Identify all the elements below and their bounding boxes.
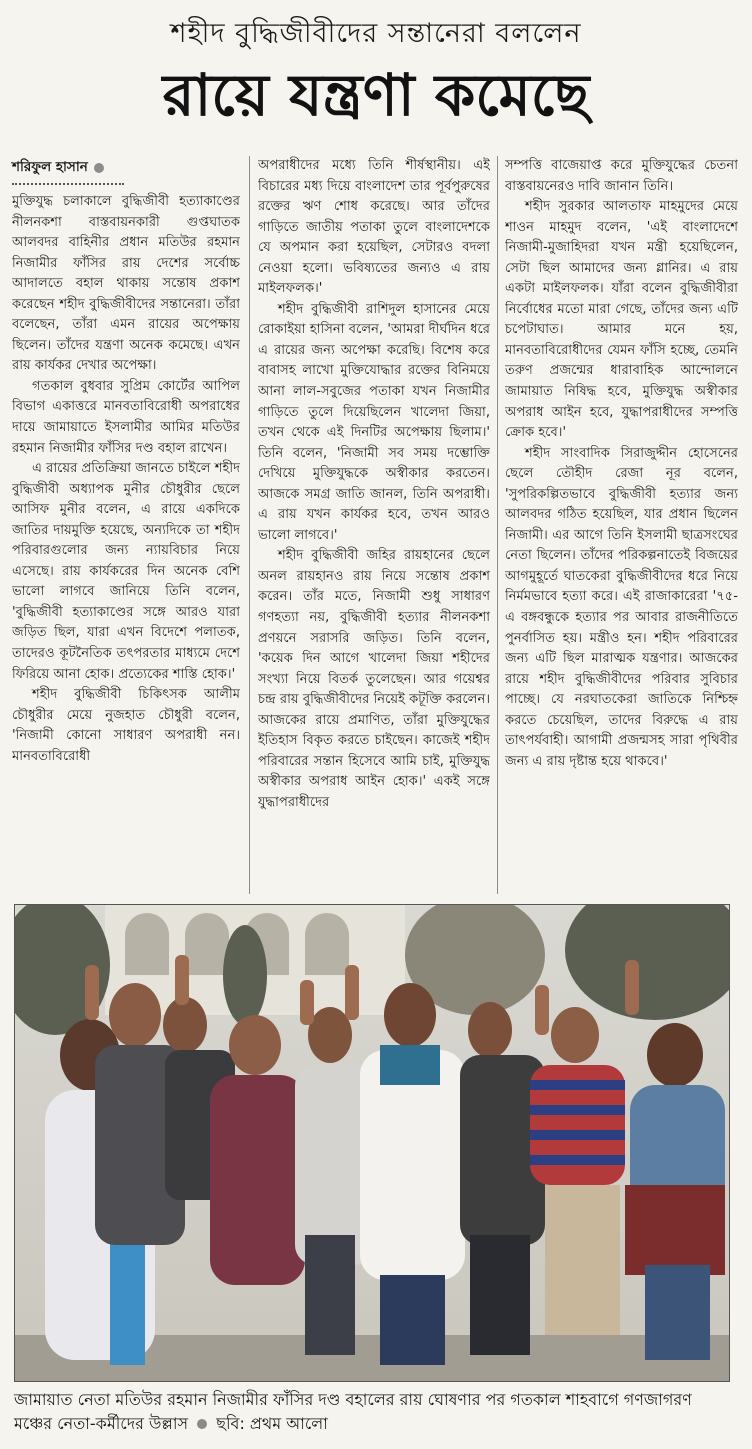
news-photo [14,904,730,1382]
paragraph: শহীদ বুদ্ধিজীবী রাশিদুল হাসানের মেয়ে রোকাইয়া হাসিনা বলেন, 'আমরা দীর্ঘদিন ধরে এ রায়ের জন্য অপেক্ষা করেছি। বিশেষ করে বাবাসহ লাখো মুক্তিযোদ্ধার রক্তের বিনিময়ে আনা লাল-সবুজের পতাকা যখন নিজামীর গাড়িতে তুলে দিয়েছিলেন খালেদা জিয়া, তখন থেকে এই দিনটির অপেক্ষায় ছিলাম।' তিনি বলেন, 'নিজামী সব সময় দম্ভোক্তি দেখিয়ে মুক্তিযুদ্ধকে অস্বীকার করতেন। আজকে সমগ্র জাতি জানল, তিনি অপরাধী। এ রায় যখন কার্যকর হবে, তখন আরও ভালো লাগবে।' [258,301,490,543]
paragraph: এ রায়ের প্রতিক্রিয়া জানতে চাইলে শহীদ বুদ্ধিজীবী অধ্যাপক মুনীর চৌধুরীর ছেলে আসিফ মুনীর বলেন, এ রায়ে একদিকে জাতির দায়মুক্তি হয়েছে, অন্যদিকে তা শহীদ পরিবারগুলোর জন্য ন্যায়বিচার নিয়ে এসেছে। রায় কার্যকরের দিন অনেক বেশি ভালো লাগবে জানিয়ে তিনি বলেন, 'বুদ্ধিজীবী হত্যাকাণ্ডের সঙ্গে আরও যারা জড়িত ছিল, যারা এখন বিদেশে পলাতক, তাদেরও কূটনৈতিক তৎপরতার মাধ্যমে দেশে ফিরিয়ে আনা হোক। প্রত্যেকের শাস্তি হোক।' [12,461,240,682]
paragraph: অপরাধীদের মধ্যে তিনি শীর্ষস্থানীয়। এই বিচারের মধ্য দিয়ে বাংলাদেশ তার পূর্বপুরুষের রক্তের ঋণ শোধ করেছে। আর তাঁদের গাড়িতে জাতীয় পতাকা তুলে বাংলাদেশকে যে অপমান করা হয়েছিল, সেটারও বদলা নেওয়া হলো। ভবিষ্যতের জন্যও এ রায় মাইলফলক।' [258,158,490,297]
paragraph: শহীদ বুদ্ধিজীবী জহির রায়হানের ছেলে অনল রায়হানও রায় নিয়ে সন্তোষ প্রকাশ করেন। তাঁর মতে, নিজামী শুধু সাধারণ গণহত্যা নয়, বুদ্ধিজীবী হত্যার নীলনকশা প্রণয়নে সরাসরি জড়িত। তিনি বলেন, 'কয়েক দিন আগে খালেদা জিয়া শহীদের সংখ্যা নিয়ে বিতর্ক তুলেছেন। আর গয়েশ্বর চন্দ্র রায় বুদ্ধিজীবীদের নিয়েই কটূক্তি করলেন। আজকের রায়ে প্রমাণিত, তাঁরা মুক্তিযুদ্ধের ইতিহাস বিকৃত করতে চাইছেন। কাজেই শহীদ পরিবারের সন্তান হিসেবে আমি চাই, মুক্তিযুদ্ধ অস্বীকার অপরাধ আইন হোক।' একই সঙ্গে যুদ্ধাপরাধীদের [258,548,490,810]
article-column-3 [505,156,738,892]
paragraph: গতকাল বুধবার সুপ্রিম কোর্টের আপিল বিভাগ একাত্তরে মানবতাবিরোধী অপরাধের দায়ে জামায়াতে ইসলামীর আমির মতিউর রহমান নিজামীর ফাঁসির দণ্ড বহাল রাখেন। [12,378,240,456]
paragraph: শহীদ সুরকার আলতাফ মাহমুদের মেয়ে শাওন মাহমুদ বলেন, 'এই বাংলাদেশে নিজামী-মুজাহিদরা যখন মন্ত্রী হয়েছিলেন, সেটা ছিল আমাদের জন্য গ্লানির। এ রায় একটা মাইলফলক। যাঁরা বলেন বুদ্ধিজীবীরা নির্বোধের মতো মারা গেছে, তাঁদের জন্য এটি চপেটাঘাত। আমার মনে হয়, মানবতাবিরোধীদের যেমন ফাঁসি হচ্ছে, তেমনি তরুণ প্রজন্মের ধারাবাহিক আন্দোলনে জামায়াত নিষিদ্ধ হবে, মুক্তিযুদ্ধ অস্বীকার অপরাধ আইন হবে, যুদ্ধাপরাধীদের সম্পত্তি ক্রোক হবে।' [505,199,738,441]
article-column-2 [258,156,490,892]
caption-bullet-icon [197,1419,207,1429]
byline-bullet-icon [94,163,104,173]
paragraph: মুক্তিযুদ্ধ চলাকালে বুদ্ধিজীবী হত্যাকাণ্ডের নীলনকশা বাস্তবায়নকারী গুপ্তঘাতক আলবদর বাহিনীর প্রধান মতিউর রহমান নিজামীর ফাঁসির রায় দেশের সর্বোচ্চ আদালতে বহাল থাকায় সন্তোষ প্রকাশ করেছেন শহীদ বুদ্ধিজীবীদের সন্তানেরা। তাঁরা বলেছেন, তাঁরা এমন রায়ের অপেক্ষায় ছিলেন। তাঁদের যন্ত্রণা অনেক কমেছে। এখন রায় কার্যকর দেখার অপেক্ষা। [12,194,240,374]
byline [12,156,104,179]
article-headline: রায়ে যন্ত্রণা কমেছে [162,61,590,129]
paragraph: শহীদ বুদ্ধিজীবী চিকিৎসক আলীম চৌধুরীর মেয়ে নুজহাত চৌধুরী বলেন, 'নিজামী কোনো সাধারণ অপরাধী নন। মানবতাবিরোধী [12,687,240,764]
caption-credit: ছবি: প্রথম আলো [216,1414,328,1433]
column-divider [497,156,498,894]
paragraph: শহীদ সাংবাদিক সিরাজুদ্দীন হোসেনের ছেলে তৌহীদ রেজা নূর বলেন, 'সুপরিকল্পিতভাবে বুদ্ধিজীবী হত্যার জন্য আলবদর গঠিত হয়েছিল, যার প্রধান ছিলেন নিজামী। এর আগে তিনি ইসলামী ছাত্রসংঘের নেতা ছিলেন। তাঁদের পরিকল্পনাতেই বিজয়ের আগমুহূর্তে ঘাতকেরা বুদ্ধিজীবীদের ধরে নিয়ে নির্মমভাবে হত্যা করে। এই রাজাকারেরা '৭৫-এ বঙ্গবন্ধুকে হত্যার পর আবার রাজনীতিতে পুনর্বাসিত হয়। মন্ত্রীও হন। শহীদ পরিবারের জন্য এটি ছিল মারাত্মক যন্ত্রণার। আজকের রায়ে শহীদ বুদ্ধিজীবীদের পরিবার সুবিচার পাচ্ছে। যে নরঘাতকেরা জাতিকে নিশ্চিহ্ন করতে চেয়েছিল, তাদের বিরুদ্ধে এ রায় তাৎপর্যবাহী। আগামী প্রজন্মসহ সারা পৃথিবীর জন্য এ রায় দৃষ্টান্ত হয়ে থাকবে।' [505,445,738,769]
column-divider [249,156,250,894]
byline-author: শরিফুল হাসান [12,159,88,175]
crowd-photo-illustration [15,905,730,1382]
article-column-1 [12,192,240,892]
byline-divider [12,183,124,185]
caption-text: জামায়াত নেতা মতিউর রহমান নিজামীর ফাঁসির দণ্ড বহালের রায় ঘোষণার পর গতকাল শাহবাগে গণজাগরণ মঞ্চের নেতা-কর্মীদের উল্লাস [14,1390,692,1433]
article-kicker: শহীদ বুদ্ধিজীবীদের সন্তানেরা বললেন [170,18,582,49]
photo-caption [14,1388,730,1436]
paragraph: সম্পত্তি বাজেয়াপ্ত করে মুক্তিযুদ্ধের চেতনা বাস্তবায়নেরও দাবি জানান তিনি। [505,158,738,194]
